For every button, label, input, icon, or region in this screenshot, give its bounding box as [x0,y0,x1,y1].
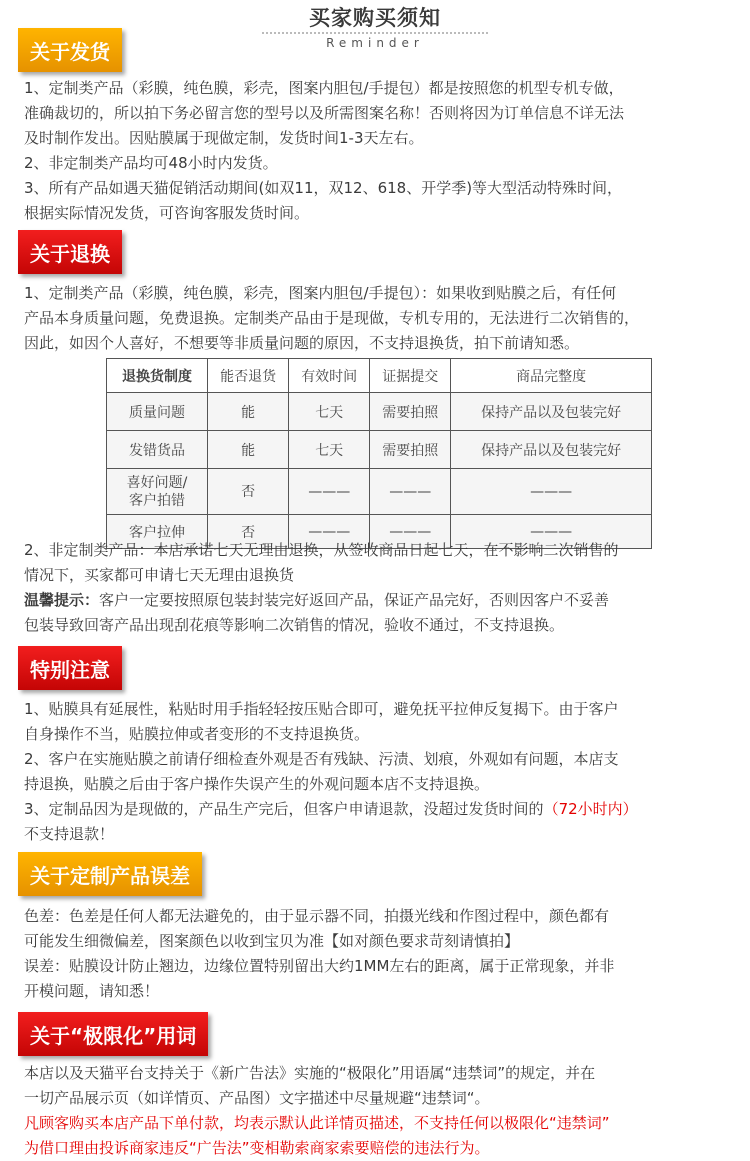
tip-line: 包装导致回寄产品出现刮花痕等影响二次销售的情况，验收不通过，不支持退换。 [24,616,565,634]
shipping-line: 及时制作发出。因贴膜属于现做定制，发货时间1-3天左右。 [24,129,424,147]
shipping-badge: 关于发货 [18,28,122,72]
table-header: 有效时间 [289,359,370,393]
returns-line: 因此，如因个人喜好，不想要等非质量问题的原因，不支持退换货，拍下前请知悉。 [24,334,580,352]
special-line: 自身操作不当，贴膜拉伸或者变形的不支持退换货。 [24,725,370,743]
table-row [107,469,652,515]
special-line [24,797,740,822]
returns-after-text [24,538,740,638]
errors-line: 色差：色差是任何人都无法避免的，由于显示器不同，拍摄光线和作图过程中，颜色都有 [24,907,610,925]
returns-line: 情况下，买家都可申请七天无理由退换货 [24,566,295,584]
special-text [24,697,740,847]
table-cell: ——— [289,469,370,515]
table-row [107,431,652,469]
table-cell: 保持产品以及包装完好 [451,431,652,469]
table-cell: 需要拍照 [370,393,451,431]
extreme-line: 一切产品展示页（如详情页、产品图）文字描述中尽量规避“违禁词“。 [24,1089,490,1107]
returns-line: 1、定制类产品（彩膜，纯色膜，彩壳，图案内胆包/手提包）：如果收到贴膜之后，有任何 [24,284,617,302]
table-cell: 质量问题 [107,393,208,431]
special-line: 2、客户在实施贴膜之前请仔细检查外观是否有残缺、污渍、划痕，外观如有问题，本店支 [24,750,619,768]
shipping-line: 3、所有产品如遇天猫促销活动期间(如双11，双12、618、开学季)等大型活动特殊时间， [24,179,623,197]
special-line3-text: 3、定制品因为是现做的，产品生产完后，但客户申请退款，没超过发货时间的 [24,800,544,818]
subtitle-wrap [322,32,428,51]
table-cell: ——— [451,515,652,549]
special-line3-highlight: （72小时内） [543,800,638,818]
errors-line: 误差：贴膜设计防止翘边，边缘位置特别留出大约1MM左右的距离，属于正常现象，并非 [24,957,615,975]
special-line: 不支持退款！ [24,825,115,843]
tip-label: 温馨提示： [24,591,100,609]
shipping-line: 2、非定制类产品均可48小时内发货。 [24,154,278,172]
returns-policy-table [106,358,652,549]
table-header: 证据提交 [370,359,451,393]
errors-line: 可能发生细微偏差，图案颜色以收到宝贝为准【如对颜色要求苛刻请慎拍】 [24,932,520,950]
table-header-row [107,359,652,393]
shipping-line: 准确裁切的，所以拍下务必留言您的型号以及所需图案名称！否则将因为订单信息不详无法 [24,104,625,122]
extreme-badge: 关于“极限化”用词 [18,1012,208,1056]
table-cell: 需要拍照 [370,431,451,469]
table-header: 退换货制度 [107,359,208,393]
table-cell: 能 [208,393,289,431]
extreme-red-line: 为借口理由投诉商家违反“广告法”变相勒索商家索要赔偿的违法行为。 [24,1139,490,1157]
returns-line: 产品本身质量问题，免费退换。定制类产品由于是现做，专机专用的，无法进行二次销售的， [24,309,640,327]
tip-line [24,588,740,613]
page-subtitle: Reminder [326,36,424,50]
table-cell: 七天 [289,431,370,469]
table-cell: 客户拉伸 [107,515,208,549]
shipping-line: 1、定制类产品（彩膜，纯色膜，彩壳，图案内胆包/手提包）都是按照您的机型专机专做， [24,79,624,97]
shipping-text [24,76,740,226]
cell-line: 客户拍错 [129,492,186,509]
special-line: 1、贴膜具有延展性，粘贴时用手指轻轻按压贴合即可，避免抚平拉伸反复揭下。由于客户 [24,700,619,718]
table-header: 能否退货 [208,359,289,393]
special-line: 持退换，贴膜之后由于客户操作失误产生的外观问题本店不支持退换。 [24,775,490,793]
returns-badge: 关于退换 [18,230,122,274]
page-title: 买家购买须知 [309,6,441,30]
table-cell: ——— [451,469,652,515]
table-cell: ——— [370,469,451,515]
cell-line: 喜好问题/ [126,474,188,491]
table-row [107,393,652,431]
extreme-red-line: 凡顾客购买本店产品下单付款，均表示默认此详情页描述，不支持任何以极限化“违禁词” [24,1114,610,1132]
returns-text [24,281,740,356]
table-cell: 七天 [289,393,370,431]
special-badge: 特别注意 [18,646,122,690]
errors-badge: 关于定制产品误差 [18,852,202,896]
shipping-line: 根据实际情况发货，可咨询客服发货时间。 [24,204,310,222]
table-cell: ——— [289,515,370,549]
table-cell [107,469,208,515]
extreme-line: 本店以及天猫平台支持关于《新广告法》实施的“极限化”用语属“违禁词”的规定，并在 [24,1064,596,1082]
table-cell: ——— [370,515,451,549]
table-cell: 保持产品以及包装完好 [451,393,652,431]
extreme-text [24,1061,740,1161]
table-cell: 发错货品 [107,431,208,469]
returns-line: 2、非定制类产品：本店承诺七天无理由退换，从签收商品日起七天，在不影响二次销售的 [24,541,619,559]
table-header: 商品完整度 [451,359,652,393]
table-cell: 否 [208,515,289,549]
tip-text: 客户一定要按照原包装封装完好返回产品，保证产品完好，否则因客户不妥善 [99,591,610,609]
table-cell: 能 [208,431,289,469]
errors-text [24,904,740,1004]
errors-line: 开模问题，请知悉！ [24,982,160,1000]
table-cell: 否 [208,469,289,515]
